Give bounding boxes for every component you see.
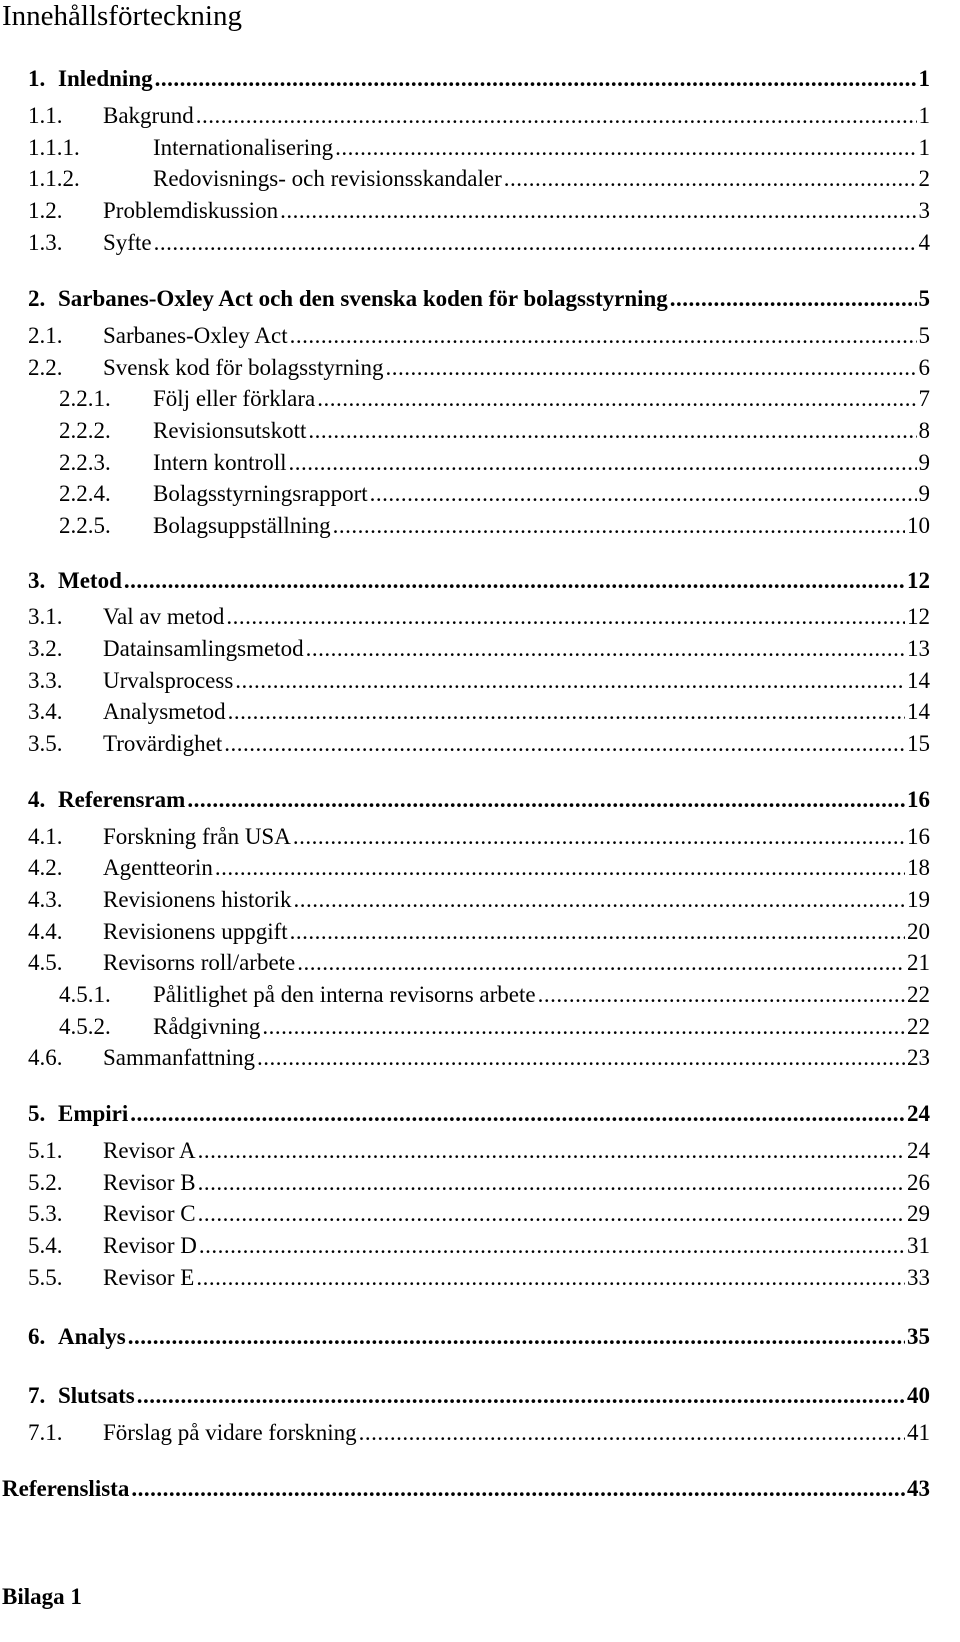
- toc-title: Pålitlighet på den interna revisorns arbete: [153, 980, 538, 1010]
- toc-number: 2.2.2.: [59, 418, 111, 443]
- dot-leader: [385, 353, 916, 383]
- toc-entry-2-1[interactable]: [0, 321, 930, 351]
- toc-number: 1.1.: [28, 103, 63, 128]
- toc-entry-4-2[interactable]: [0, 853, 930, 883]
- toc-page-number: 43: [907, 1476, 930, 1501]
- dot-leader: [199, 1231, 905, 1261]
- dot-leader: [128, 1322, 905, 1352]
- toc-title: Agentteorin: [103, 853, 215, 883]
- dot-leader: [504, 164, 917, 194]
- toc-number: 4.4.: [28, 919, 63, 944]
- toc-page-number: 24: [907, 1101, 930, 1126]
- toc-number: 7.: [28, 1383, 46, 1408]
- toc-page-number: 13: [907, 636, 930, 661]
- toc-number: 2.2.4.: [59, 481, 111, 506]
- dot-leader: [198, 1168, 905, 1198]
- toc-title: Metod: [58, 566, 124, 596]
- toc-page-number: 1: [918, 66, 930, 91]
- dot-leader: [290, 321, 917, 351]
- dot-leader: [137, 1381, 905, 1411]
- dot-leader: [359, 1418, 905, 1448]
- toc-page-number: 16: [907, 824, 930, 849]
- toc-entry-4-3[interactable]: [0, 885, 930, 915]
- toc-page-number: 3: [918, 198, 930, 223]
- toc-entry-1[interactable]: [0, 64, 930, 94]
- dot-leader: [131, 1474, 905, 1504]
- dot-leader: [224, 729, 905, 759]
- toc-number: 4.6.: [28, 1045, 63, 1070]
- dot-leader: [228, 697, 905, 727]
- toc-number: 5.2.: [28, 1170, 63, 1195]
- toc-page-number: 15: [907, 731, 930, 756]
- toc-page-number: 8: [918, 418, 930, 443]
- toc-number: 2.2.3.: [59, 450, 111, 475]
- toc-entry-5[interactable]: [0, 1099, 930, 1129]
- toc-page-number: 2: [918, 166, 930, 191]
- toc-entry-2-2-1[interactable]: [0, 384, 930, 414]
- toc-title: Referensram: [58, 785, 187, 815]
- dot-leader: [670, 284, 917, 314]
- toc-page-number: 5: [918, 323, 930, 348]
- dot-leader: [226, 602, 905, 632]
- dot-leader: [155, 64, 917, 94]
- toc-page-number: 19: [907, 887, 930, 912]
- toc-entry-3-3[interactable]: [0, 666, 930, 696]
- toc-title: Revisionens uppgift: [103, 917, 290, 947]
- toc-number: 3.1.: [28, 604, 63, 629]
- dot-leader: [308, 416, 916, 446]
- toc-number: 6.: [28, 1324, 46, 1349]
- toc-title: Urvalsprocess: [103, 666, 235, 696]
- toc-page-number: 9: [918, 450, 930, 475]
- toc-title: Svensk kod för bolagsstyrning: [103, 353, 385, 383]
- toc-number: 4.1.: [28, 824, 63, 849]
- toc-page-number: 29: [907, 1201, 930, 1226]
- toc-number: 5.: [28, 1101, 46, 1126]
- toc-page-number: 41: [907, 1420, 930, 1445]
- toc-entry-1-1[interactable]: [0, 101, 930, 131]
- dot-leader: [130, 1099, 905, 1129]
- toc-number: 2.: [28, 286, 46, 311]
- toc-entry-7-1[interactable]: [0, 1418, 930, 1448]
- toc-title: Revisor A: [103, 1136, 198, 1166]
- toc-entry-4[interactable]: [0, 785, 930, 815]
- toc-entry-3-4[interactable]: [0, 697, 930, 727]
- toc-page-number: 5: [918, 286, 930, 311]
- toc-entry-5-2[interactable]: [0, 1168, 930, 1198]
- toc-number: 7.1.: [28, 1420, 63, 1445]
- toc-page-number: 33: [907, 1265, 930, 1290]
- toc-entry-2[interactable]: [0, 284, 930, 314]
- dot-leader: [235, 666, 905, 696]
- toc-title: Revisionens historik: [103, 885, 293, 915]
- toc-entry-3-1[interactable]: [0, 602, 930, 632]
- dot-leader: [370, 479, 917, 509]
- toc-title: Förslag på vidare forskning: [103, 1418, 359, 1448]
- toc-title: Revisionsutskott: [153, 416, 308, 446]
- dot-leader: [280, 196, 916, 226]
- toc-entry-5-5[interactable]: [0, 1263, 930, 1293]
- dot-leader: [293, 885, 905, 915]
- toc-number: 2.1.: [28, 323, 63, 348]
- toc-number: 3.5.: [28, 731, 63, 756]
- toc-title: Empiri: [58, 1099, 130, 1129]
- toc-page-number: 16: [907, 787, 930, 812]
- toc-number: 1.2.: [28, 198, 63, 223]
- toc-title: Problemdiskussion: [103, 196, 280, 226]
- dot-leader: [257, 1043, 905, 1073]
- toc-number: 4.2.: [28, 855, 63, 880]
- toc-entry-4-1[interactable]: [0, 822, 930, 852]
- toc-title: Bolagsuppställning: [153, 511, 333, 541]
- toc-entry-3-2[interactable]: [0, 634, 930, 664]
- dot-leader: [196, 101, 917, 131]
- toc-title: Referenslista: [2, 1474, 131, 1504]
- toc-number: 4.5.: [28, 950, 63, 975]
- toc-number: 5.3.: [28, 1201, 63, 1226]
- toc-number: 2.2.: [28, 355, 63, 380]
- toc-page-number: 20: [907, 919, 930, 944]
- toc-number: 1.: [28, 66, 46, 91]
- toc-entry-1-3[interactable]: [0, 228, 930, 258]
- toc-page-number: 24: [907, 1138, 930, 1163]
- toc-entry-4-5-1[interactable]: [0, 980, 930, 1010]
- toc-title: Datainsamlingsmetod: [103, 634, 306, 664]
- dot-leader: [290, 917, 905, 947]
- toc-entry-1-1-1[interactable]: [0, 133, 930, 163]
- dot-leader: [335, 133, 916, 163]
- toc-title: Inledning: [58, 64, 155, 94]
- toc-entry-references[interactable]: [0, 1474, 930, 1504]
- toc-number: 5.1.: [28, 1138, 63, 1163]
- dot-leader: [124, 566, 905, 596]
- toc-entry-5-3[interactable]: [0, 1199, 930, 1229]
- toc-entry-3[interactable]: [0, 566, 930, 596]
- dot-leader: [215, 853, 905, 883]
- toc-title: Val av metod: [103, 602, 226, 632]
- toc-title: Bakgrund: [103, 101, 196, 131]
- toc-title: Revisor C: [103, 1199, 198, 1229]
- dot-leader: [154, 228, 917, 258]
- toc-page-number: 10: [907, 513, 930, 538]
- toc-title: Följ eller förklara: [153, 384, 317, 414]
- toc-number: 3.2.: [28, 636, 63, 661]
- toc-page-number: 7: [918, 386, 930, 411]
- dot-leader: [198, 1136, 905, 1166]
- toc-number: 5.4.: [28, 1233, 63, 1258]
- toc-number: 4.3.: [28, 887, 63, 912]
- toc-title: Revisor E: [103, 1263, 196, 1293]
- toc-title: Sammanfattning: [103, 1043, 257, 1073]
- toc-page-number: 1: [918, 135, 930, 160]
- dot-leader: [538, 980, 905, 1010]
- toc-number: 3.4.: [28, 699, 63, 724]
- dot-leader: [187, 785, 905, 815]
- toc-title: Intern kontroll: [153, 448, 289, 478]
- dot-leader: [289, 448, 917, 478]
- toc-entry-5-1[interactable]: [0, 1136, 930, 1166]
- toc-entry-1-2[interactable]: [0, 196, 930, 226]
- dot-leader: [333, 511, 905, 541]
- toc-entry-4-5[interactable]: [0, 948, 930, 978]
- toc-number: 2.2.1.: [59, 386, 111, 411]
- toc-entry-7[interactable]: [0, 1381, 930, 1411]
- toc-page-number: 22: [907, 1014, 930, 1039]
- toc-number: 4.: [28, 787, 46, 812]
- toc-title: Slutsats: [58, 1381, 137, 1411]
- toc-title: Sarbanes-Oxley Act: [103, 321, 290, 351]
- toc-entry-2-2-2[interactable]: [0, 416, 930, 446]
- toc-page-number: 18: [907, 855, 930, 880]
- toc-title: Internationalisering: [153, 133, 335, 163]
- toc-page-number: 6: [918, 355, 930, 380]
- dot-leader: [198, 1199, 905, 1229]
- toc-page-number: 35: [907, 1324, 930, 1349]
- toc-entry-1-1-2[interactable]: [0, 164, 930, 194]
- toc-number: 4.5.1.: [59, 982, 111, 1007]
- toc-number: 3.: [28, 568, 46, 593]
- toc-page-number: 1: [918, 103, 930, 128]
- toc-page-number: 26: [907, 1170, 930, 1195]
- toc-title: Trovärdighet: [103, 729, 224, 759]
- toc-entry-2-2-3[interactable]: [0, 448, 930, 478]
- toc-entry-4-4[interactable]: [0, 917, 930, 947]
- page-title: Innehållsförteckning: [2, 0, 242, 32]
- toc-entry-4-6[interactable]: [0, 1043, 930, 1073]
- toc-number: 1.1.1.: [28, 135, 80, 160]
- toc-entry-4-5-2[interactable]: [0, 1012, 930, 1042]
- toc-number: 4.5.2.: [59, 1014, 111, 1039]
- toc-page-number: 12: [907, 604, 930, 629]
- toc-title: Forskning från USA: [103, 822, 293, 852]
- toc-number: 3.3.: [28, 668, 63, 693]
- toc-title: Revisorns roll/arbete: [103, 948, 297, 978]
- toc-page-number: 12: [907, 568, 930, 593]
- appendix-label: Bilaga 1: [2, 1584, 82, 1609]
- toc-page-number: 14: [907, 668, 930, 693]
- toc-entry-3-5[interactable]: [0, 729, 930, 759]
- toc-entry-2-2[interactable]: [0, 353, 930, 383]
- toc-entry-2-2-4[interactable]: [0, 479, 930, 509]
- toc-title: Bolagsstyrningsrapport: [153, 479, 370, 509]
- toc-page-number: 14: [907, 699, 930, 724]
- dot-leader: [317, 384, 916, 414]
- dot-leader: [262, 1012, 905, 1042]
- toc-entry-6[interactable]: [0, 1322, 930, 1352]
- toc-page-number: 4: [918, 230, 930, 255]
- toc-title: Rådgivning: [153, 1012, 262, 1042]
- toc-number: 1.1.2.: [28, 166, 80, 191]
- toc-page-number: 9: [918, 481, 930, 506]
- toc-title: Revisor B: [103, 1168, 198, 1198]
- toc-entry-2-2-5[interactable]: [0, 511, 930, 541]
- dot-leader: [297, 948, 905, 978]
- toc-title: Sarbanes-Oxley Act och den svenska koden för bolagsstyrning: [58, 284, 670, 314]
- dot-leader: [306, 634, 905, 664]
- toc-entry-5-4[interactable]: [0, 1231, 930, 1261]
- toc-page-number: 23: [907, 1045, 930, 1070]
- toc-page-number: 31: [907, 1233, 930, 1258]
- toc-title: Analys: [58, 1322, 128, 1352]
- toc-title: Syfte: [103, 228, 154, 258]
- toc-title: Analysmetod: [103, 697, 228, 727]
- dot-leader: [293, 822, 905, 852]
- dot-leader: [196, 1263, 905, 1293]
- toc-title: Revisor D: [103, 1231, 199, 1261]
- toc-number: 5.5.: [28, 1265, 63, 1290]
- toc-number: 2.2.5.: [59, 513, 111, 538]
- toc-number: 1.3.: [28, 230, 63, 255]
- toc-page-number: 22: [907, 982, 930, 1007]
- toc-title: Redovisnings- och revisionsskandaler: [153, 164, 504, 194]
- toc-page-number: 21: [907, 950, 930, 975]
- toc-page-number: 40: [907, 1383, 930, 1408]
